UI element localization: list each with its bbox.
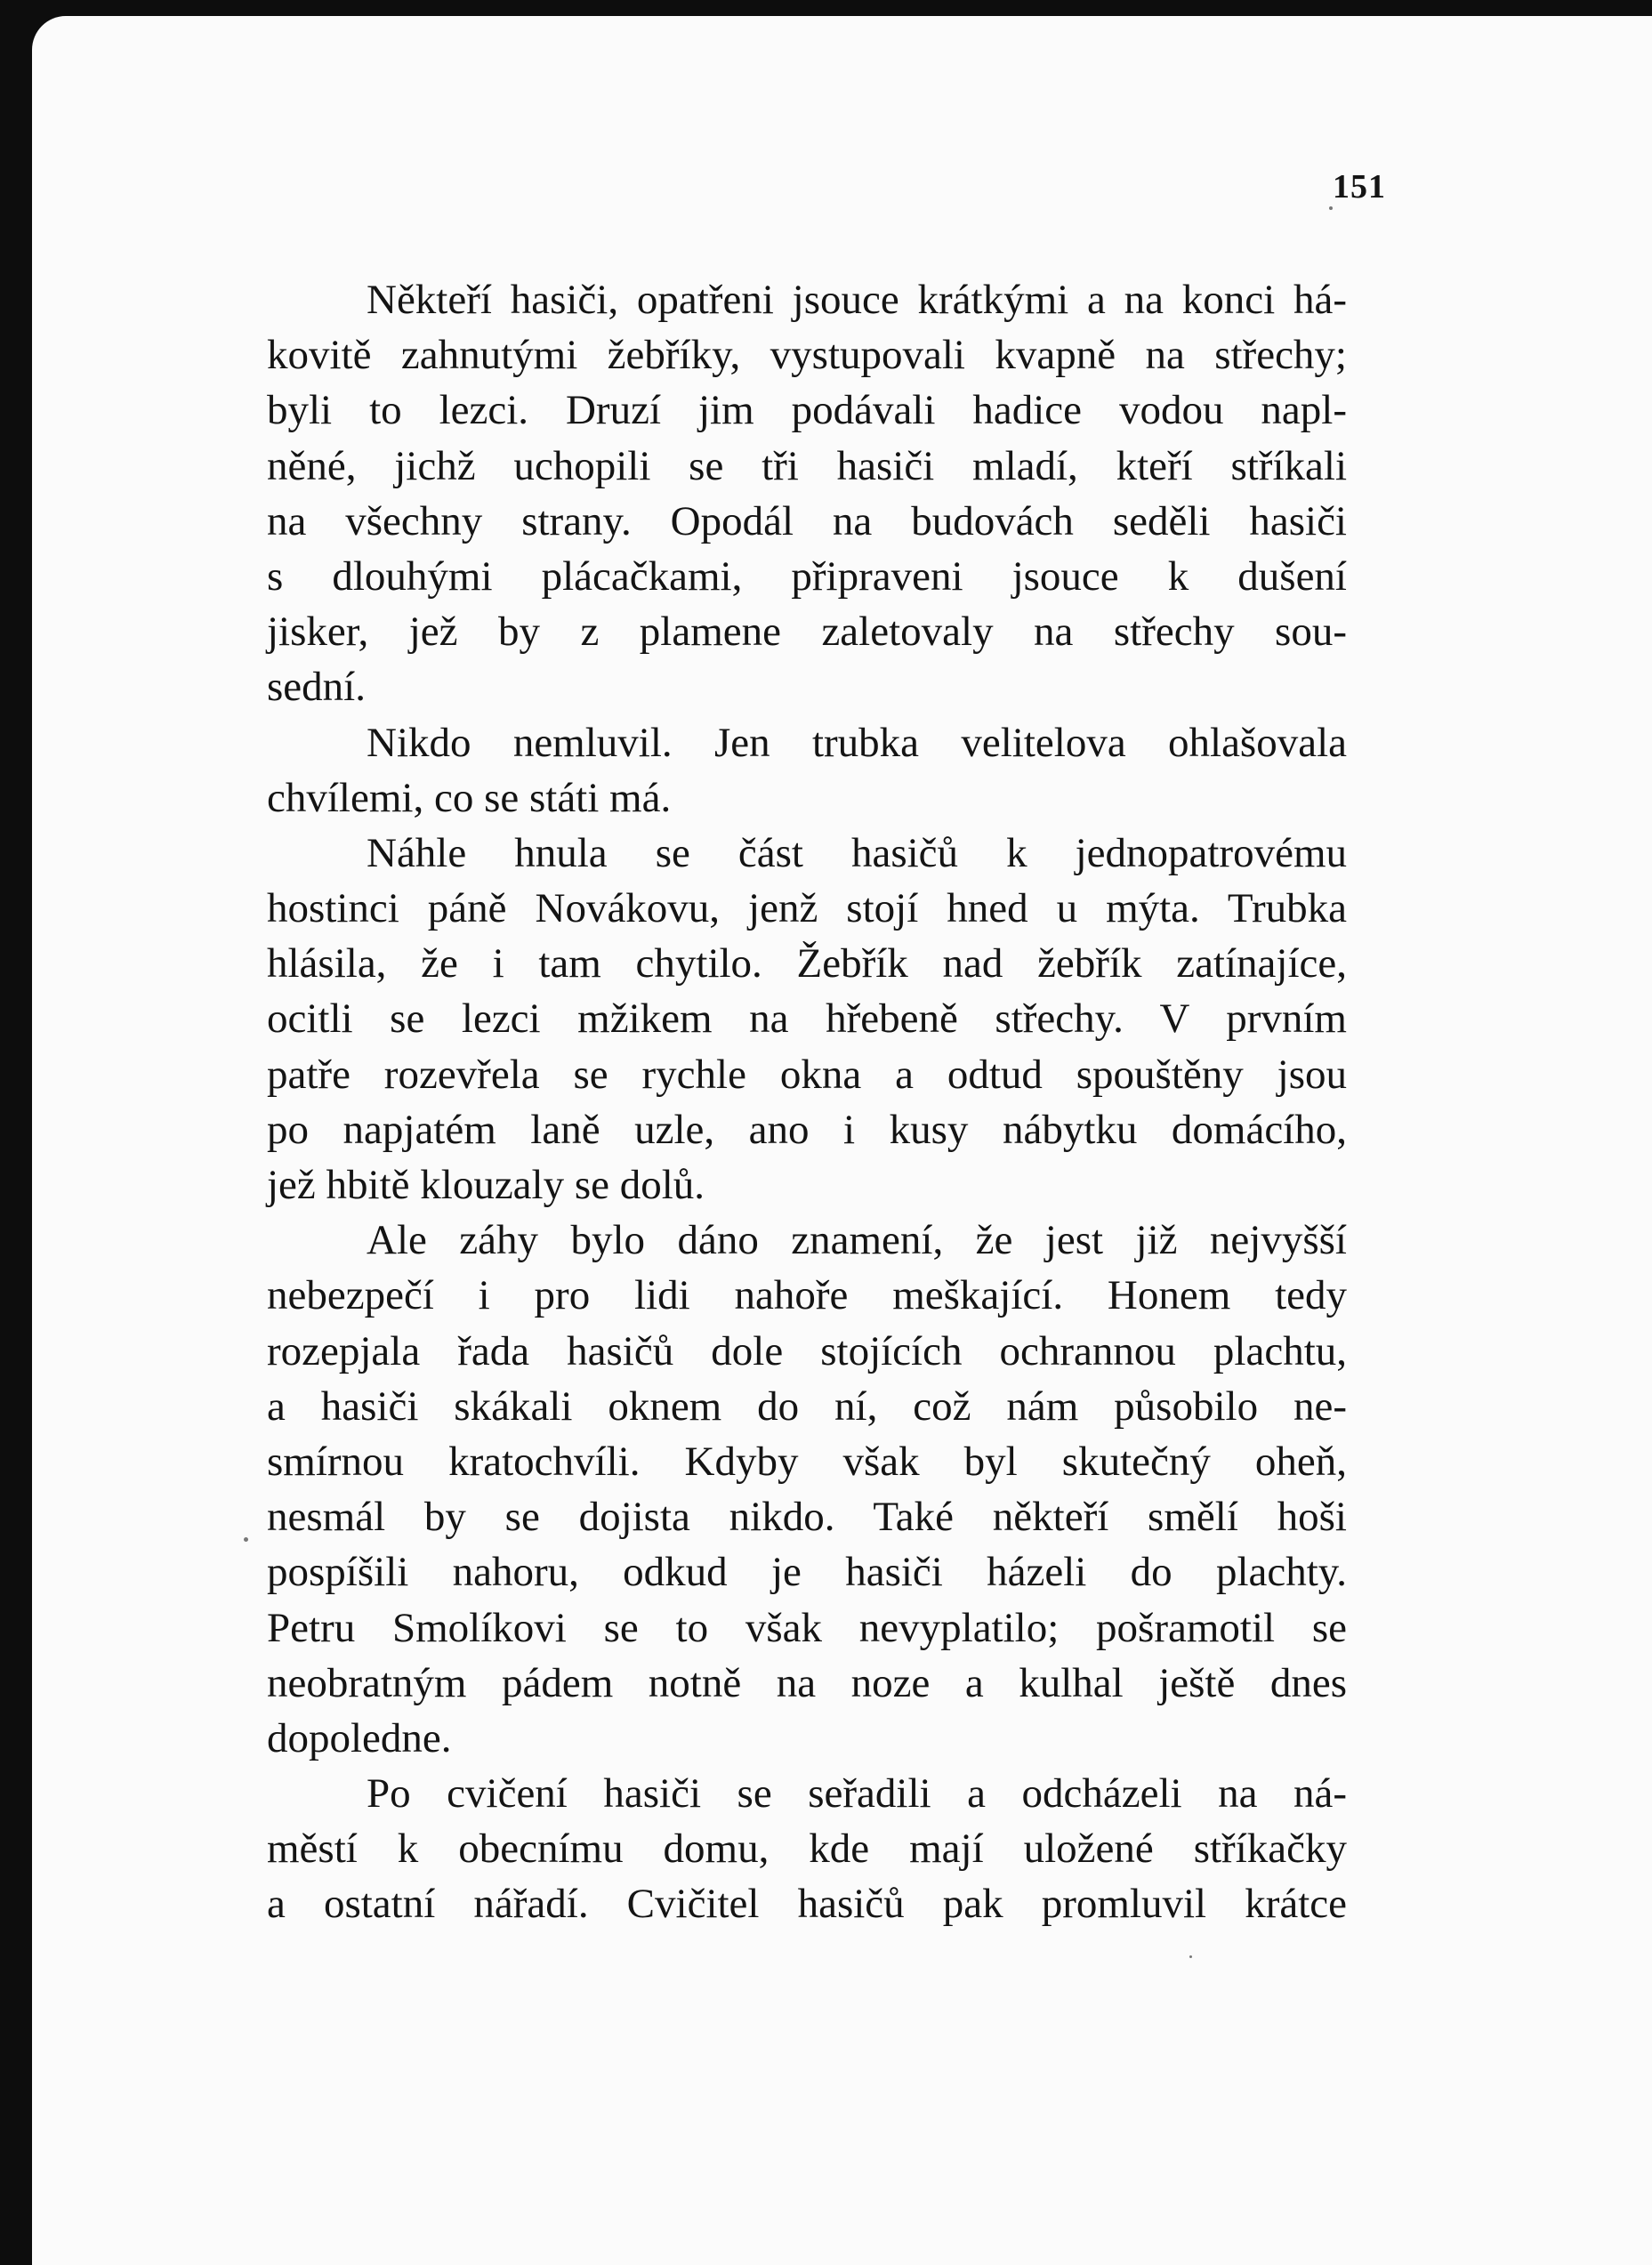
paragraph [267,715,1347,826]
text-line: nebezpečí i pro lidi nahoře meškající. Honem tedy [267,1272,1347,1319]
paragraph [267,1213,1347,1766]
text-line: něné, jichž uchopili se tři hasiči mladí, kteří stříkali [267,442,1347,489]
text-line: Nikdo nemluvil. Jen trubka velitelova ohlašovala [367,719,1347,766]
page-number: 151 [1333,168,1386,206]
paragraph [267,826,1347,1213]
scan-speck [244,1537,248,1542]
book-page [32,16,1652,2265]
body-text [267,272,1347,1932]
scan-speck [1329,206,1333,210]
text-line: sední. [267,664,366,711]
text-line: chvílemi, co se státi má. [267,774,672,821]
paragraph [267,1766,1347,1932]
paragraph [267,272,1347,715]
text-line: a ostatní nářadí. Cvičitel hasičů pak promluvil krátce [267,1881,1347,1928]
text-line: hlásila, že i tam chytilo. Žebřík nad žebřík zatínajíce, [267,940,1347,987]
text-line: pospíšili nahoru, odkud je hasiči házeli do plachty. [267,1549,1347,1596]
text-line: patře rozevřela se rychle okna a odtud spouštěny jsou [267,1051,1347,1098]
text-line: s dlouhými plácačkami, připraveni jsouce k dušení [267,552,1347,600]
text-line: Ale záhy bylo dáno znamení, že jest již nejvyšší [367,1217,1347,1264]
text-line: ocitli se lezci mžikem na hřebeně střechy. V prvním [267,995,1347,1043]
scan-speck [1189,1955,1192,1958]
text-line: neobratným pádem notně na noze a kulhal ještě dnes [267,1659,1347,1706]
text-line: smírnou kratochvíli. Kdyby však byl skutečný oheň, [267,1438,1347,1485]
text-line: Náhle hnula se část hasičů k jednopatrovému [367,829,1347,876]
text-line: hostinci páně Novákovu, jenž stojí hned u mýta. Trubka [267,885,1347,932]
text-line: kovitě zahnutými žebříky, vystupovali kvapně na střechy; [267,332,1347,379]
text-line: a hasiči skákali oknem do ní, což nám působilo ne- [267,1382,1347,1430]
text-line: rozepjala řada hasičů dole stojících ochrannou plachtu, [267,1327,1347,1374]
text-line: jisker, jež by z plamene zaletovaly na střechy sou- [267,609,1347,656]
text-line: Petru Smolíkovi se to však nevyplatilo; pošramotil se [267,1604,1347,1651]
text-line: dopoledne. [267,1714,452,1761]
text-line: po napjatém laně uzle, ano i kusy nábytku domácího, [267,1106,1347,1153]
text-line: nesmál by se dojista nikdo. Také někteří smělí hoši [267,1494,1347,1541]
text-line: jež hbitě klouzaly se dolů. [267,1162,705,1208]
text-line: byli to lezci. Druzí jim podávali hadice vodou napl- [267,387,1347,434]
text-line: městí k obecnímu domu, kde mají uložené stříkačky [267,1826,1347,1873]
text-line: Někteří hasiči, opatřeni jsouce krátkými a na konci há- [367,277,1347,323]
text-line: Po cvičení hasiči se seřadili a odcházeli na ná- [367,1770,1347,1818]
text-line: na všechny strany. Opodál na budovách seděli hasiči [267,497,1347,544]
